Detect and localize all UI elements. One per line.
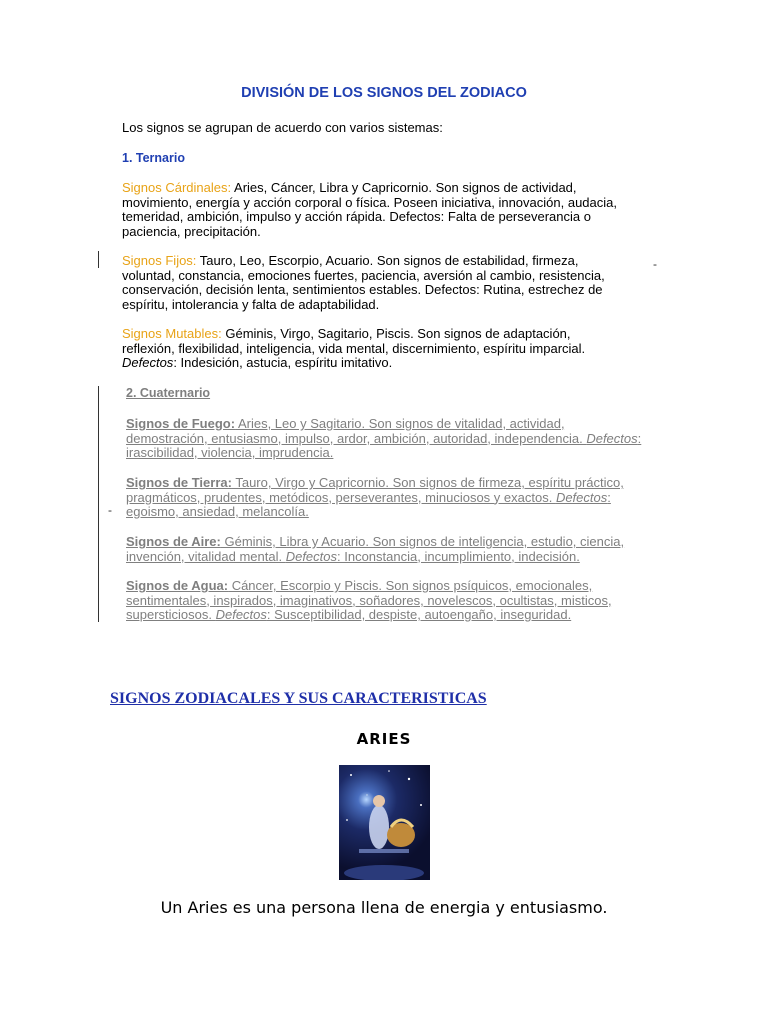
paragraph-tierra: [126, 476, 646, 520]
label-mutables: Signos Mutables:: [122, 326, 222, 341]
defects-text-fuego: : irascibilidad, violencia, imprudencia.: [126, 430, 642, 460]
defects-label-tierra: Defectos: [555, 489, 608, 505]
defects-text-aire: : Inconstancia, incumplimiento, indecisión.: [337, 548, 580, 564]
intro-text: Los signos se agrupan de acuerdo con varios sistemas:: [122, 120, 443, 135]
cuaternario-heading: 2. Cuaternario: [126, 386, 211, 400]
page-title: DIVISIÓN DE LOS SIGNOS DEL ZODIACO: [241, 85, 527, 101]
label-fuego: Signos de Fuego:: [126, 416, 236, 431]
aries-illustration-art: [339, 765, 430, 880]
revision-bar: [98, 251, 99, 268]
ternario-heading: 1. Ternario: [122, 151, 185, 165]
label-aire: Signos de Aire:: [126, 534, 221, 549]
paragraph-fijos: [122, 254, 622, 312]
sign-heading: ARIES: [356, 730, 412, 748]
text-cardinales: Aries, Cáncer, Libra y Capricornio. Son signos de actividad, movimiento, energía y acción corporal o física. Poseen iniciativa, innovación, audacia, temeridad, ambición, impulso y acción rápida. Defectos: Falta de perseverancia o paciencia, precipitación.: [122, 180, 617, 239]
defects-text-tierra: : egoismo, ansiedad, melancolía.: [126, 489, 611, 519]
label-tierra: Signos de Tierra:: [126, 475, 232, 490]
defects-text-agua: : Susceptibilidad, despiste, autoengaño, inseguridad.: [266, 607, 572, 622]
paragraph-agua: [126, 579, 646, 623]
text-tierra: Tauro, Virgo y Capricornio. Son signos de firmeza, espíritu práctico, pragmáticos, prudentes, metódicos, perseverantes, minuciosos y exactos.: [126, 475, 624, 505]
paragraph-fuego: [126, 417, 646, 461]
revision-dash: -: [108, 503, 112, 517]
section-title-link[interactable]: SIGNOS ZODIACALES Y SUS CARACTERISTICAS: [110, 690, 487, 707]
defects-label-agua: Defectos: [215, 607, 267, 622]
label-agua: Signos de Agua:: [126, 578, 229, 593]
text-aire: Géminis, Libra y Acuario. Son signos de inteligencia, estudio, ciencia, invención, vitalidad mental.: [126, 534, 625, 564]
paragraph-cardinales: [122, 181, 622, 239]
paragraph-aire: [126, 535, 646, 564]
paragraph-mutables: [122, 327, 622, 371]
label-fijos: Signos Fijos:: [122, 253, 197, 268]
text-fuego: Aries, Leo y Sagitario. Son signos de vitalidad, actividad, demostración, entusiasmo, impulso, ardor, ambición, autoridad, independencia.: [126, 416, 587, 446]
defects-label-mutables: Defectos: [122, 355, 174, 370]
caption-text: Un Aries es una persona llena de energia y entusiasmo.: [160, 898, 608, 917]
defects-label-fuego: Defectos: [586, 430, 638, 446]
text-fijos: Tauro, Leo, Escorpio, Acuario. Son signos de estabilidad, firmeza, voluntad, constancia, emociones fuertes, paciencia, aversión al cambio, resistencia, conservación, decisión lenta, sentimientos estables. Defectos: Rutina, estrechez de espíritu, intolerancia y falta de adaptabilidad.: [122, 253, 605, 312]
revision-bar: [98, 386, 99, 622]
text-agua: Cáncer, Escorpio y Piscis. Son signos psíquicos, emocionales, sentimentales, inspirados, imaginativos, soñadores, novelescos, ocultistas, misticos, supersticiosos.: [126, 578, 612, 622]
revision-dash: -: [653, 257, 657, 271]
defects-text-mutables: : Indesición, astucia, espíritu imitativo.: [173, 355, 393, 370]
label-cardinales: Signos Cárdinales:: [122, 180, 232, 195]
text-mutables: Géminis, Virgo, Sagitario, Piscis. Son signos de adaptación, reflexión, flexibilidad, inteligencia, vida mental, discernimiento, espíritu imparcial.: [122, 326, 586, 356]
aries-illustration: [339, 765, 430, 880]
defects-label-aire: Defectos: [285, 548, 338, 564]
